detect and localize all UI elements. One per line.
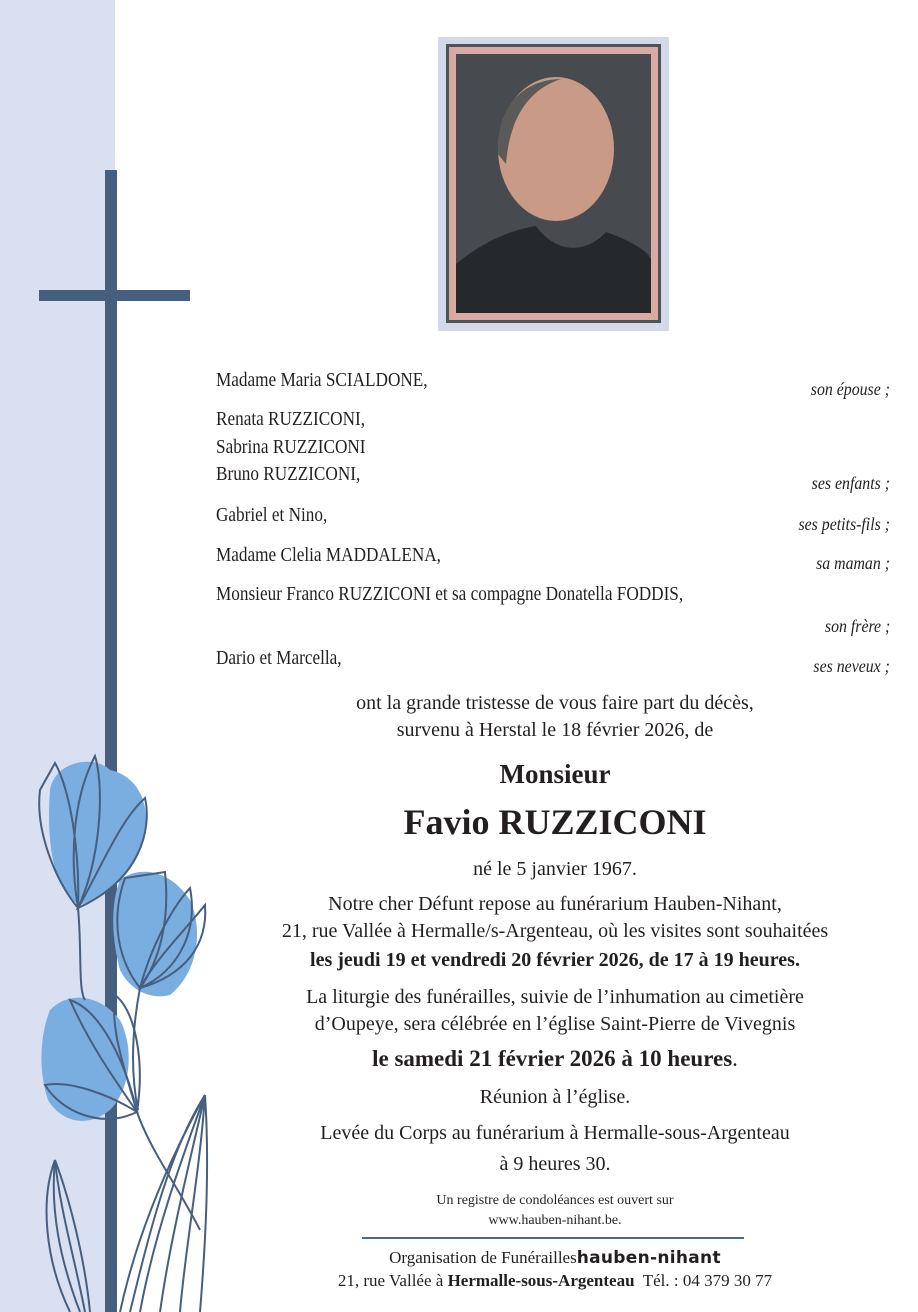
visitation-dates: les jeudi 19 et vendredi 20 février 2026, de 17 à 19 heures. <box>310 949 800 971</box>
visitation-line: Notre cher Défunt repose au funérarium Hauben-Nihant, <box>328 893 782 915</box>
visitation-line: 21, rue Vallée à Hermalle/s-Argenteau, où les visites sont souhaitées <box>281 920 829 942</box>
portrait-photo <box>456 54 651 313</box>
levee-time: à 9 heures 30. <box>499 1153 611 1175</box>
levee-line: Levée du Corps au funérarium à Hermalle-sous-Argenteau <box>320 1122 790 1144</box>
family-name: Madame Clelia MADDALENA, <box>216 544 441 566</box>
family-relation: ses petits-fils ; <box>798 514 890 534</box>
announcement-line: ont la grande tristesse de vous faire part du décès, <box>356 692 754 714</box>
funeral-line: La liturgie des funérailles, suivie de l’inhumation au cimetière <box>306 986 804 1008</box>
deceased-name: Favio RUZZICONI <box>403 802 707 842</box>
birth-date: né le 5 janvier 1967. <box>473 858 637 880</box>
family-relation: ses enfants ; <box>811 473 890 493</box>
footer-address: 21, rue Vallée à Hermalle-sous-Argenteau Tél. : 04 379 30 77 <box>337 1271 773 1290</box>
registry-url-link[interactable]: www.hauben-nihant.be. <box>488 1213 622 1228</box>
registry-line: Un registre de condoléances est ouvert sur <box>436 1193 674 1208</box>
family-name: Bruno RUZZICONI, <box>216 463 361 485</box>
family-name: Sabrina RUZZICONI <box>216 436 366 458</box>
family-name: Monsieur Franco RUZZICONI et sa compagne Donatella FODDIS, <box>216 583 684 605</box>
announcement-line: survenu à Herstal le 18 février 2026, de <box>396 719 714 741</box>
family-name: Renata RUZZICONI, <box>216 408 366 430</box>
family-name: Dario et Marcella, <box>216 647 342 669</box>
family-name: Gabriel et Nino, <box>216 504 328 526</box>
footer-separator <box>362 1237 744 1239</box>
portrait-photo-frame <box>438 37 669 331</box>
family-relation: son épouse ; <box>810 379 890 399</box>
brand-logo: hauben-nihant <box>576 1248 721 1268</box>
funeral-line: d’Oupeye, sera célébrée en l’église Saint-Pierre de Vivegnis <box>314 1013 796 1035</box>
family-relation: ses neveux ; <box>813 656 890 676</box>
family-name: Madame Maria SCIALDONE, <box>216 369 428 391</box>
meeting-place: Réunion à l’église. <box>479 1086 631 1108</box>
cross-icon-horizontal <box>39 290 190 301</box>
family-relation: sa maman ; <box>816 553 890 573</box>
deceased-title: Monsieur <box>499 759 611 789</box>
family-relation: son frère ; <box>824 616 890 636</box>
footer-organisation: Organisation de Funérailleshauben-nihant <box>389 1248 721 1268</box>
funeral-date: le samedi 21 février 2026 à 10 heures. <box>372 1046 738 1071</box>
